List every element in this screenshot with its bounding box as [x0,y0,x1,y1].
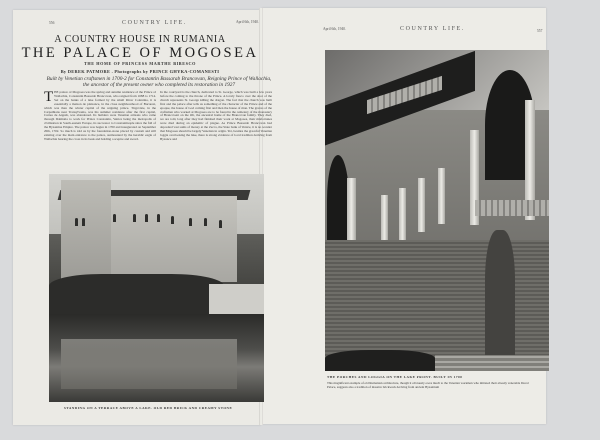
article-headline: THE PALACE OF MOGOSEA [21,45,259,61]
right-photo-caption-title: THE PORCHES AND LOGGIA ON THE LAKE FRONT. BUILT IN 1700 [327,375,463,379]
photo-loggia-lake-front [325,50,549,371]
left-running-head: COUNTRY LIFE. [122,20,187,26]
body-column-1 [44,91,156,169]
left-page-number: 556 [49,21,55,25]
right-page-number: 557 [537,29,543,33]
right-dateline: April 6th, 1940. [323,27,346,31]
left-dateline: April 6th, 1940. [236,20,259,24]
article-byline: By DEREK PATMORE . Photographs by PRINCE GHYKA-COMANESTI [60,69,220,74]
drop-cap: T [44,91,54,105]
right-running-head: COUNTRY LIFE. [400,26,465,32]
right-photo-caption-body: This magnificent example of old Rumanian architecture, though it obviously owes much to the Venetian workmen who imitated their already venerable Ducal Palace, suggests also a tradition of massive brickwork deriving from ancient Byzantium [327,381,529,389]
left-photo-caption: STANDING ON A TERRACE ABOVE A LAKE. OLD RED BRICK AND CREAMY STONE [64,406,233,410]
article-kicker: A COUNTRY HOUSE IN RUMANIA [54,34,226,45]
body-column-2: In the courtyard is the church, dedicated to St. George, which was built a few years before the coming to the throne of the Prince. A lovely fresco over the door of the church represents St. George killing the dragon. The fact that the church was built first and the palace after tells us something of the character of the Prince and of the epoque, the house of God coming first and then the house of man. The graves of the craftsmen who worked at Mogosea are to be found in the cemetery of the monastery of Brancoveni on the Olt, the ancestral home of the Brancovan family. They died, we are told, long after they had finished their work at Mogosea, their misfortunes were died during an epidemic of plague. As Prince Bassarab Brancovan had deposited vast sums of money at the Zecca, the State bank of Venice, it is no wonder that Mogosea should be largely Venetian in origin. Yet, besides the graceful Venetian loggia overlooking the lake, there is strong evidence of local tradition deriving from Byzance and [160,91,272,141]
photo-palace-lake [49,174,264,402]
body-text: HE palace of Mogosea was the spring and autumn residence of the Prince of Wallachia, Constantin Bassarab Brancovan, who reigned from 1688 to 1714. Set on the banks of a lake formed by the small River Colentina, it is essentially a maison de plaisance, in the close neighbourhood of Bucarest, which was then the winter capital of the reigning prince. Tirgoviste, in the Carpathians near Transylvania, was his summer residence after the first capital, Curtea de Argesh, was abandoned. Its builders were Venetian artisans who came through Dalmatia to work for Prince Constantin, Venice being the metropolis of civilisation in South-eastern Europe, its successor to Constantinople since the fall of the Byzantine Empire. The palace was begun in 1700 and inaugurated on September 20th, 1702. So much is told us by the foundation-stone placed by custom and still existing over the main entrance to the palace, surmounted by the heraldic eagle of Wallachia bearing the cross in its beak and holding a sceptre and sword. [44,91,156,141]
article-subhead: THE HOME OF PRINCESS MARTHE BIBESCO [83,61,197,66]
article-standfirst: Built by Venetian craftsmen in 1700-2 for Constantin Bassarab Brancovan, Reigning Prince of Wallachia, the ancestor of the present owner who completed its restoration in 1927 [46,76,272,89]
